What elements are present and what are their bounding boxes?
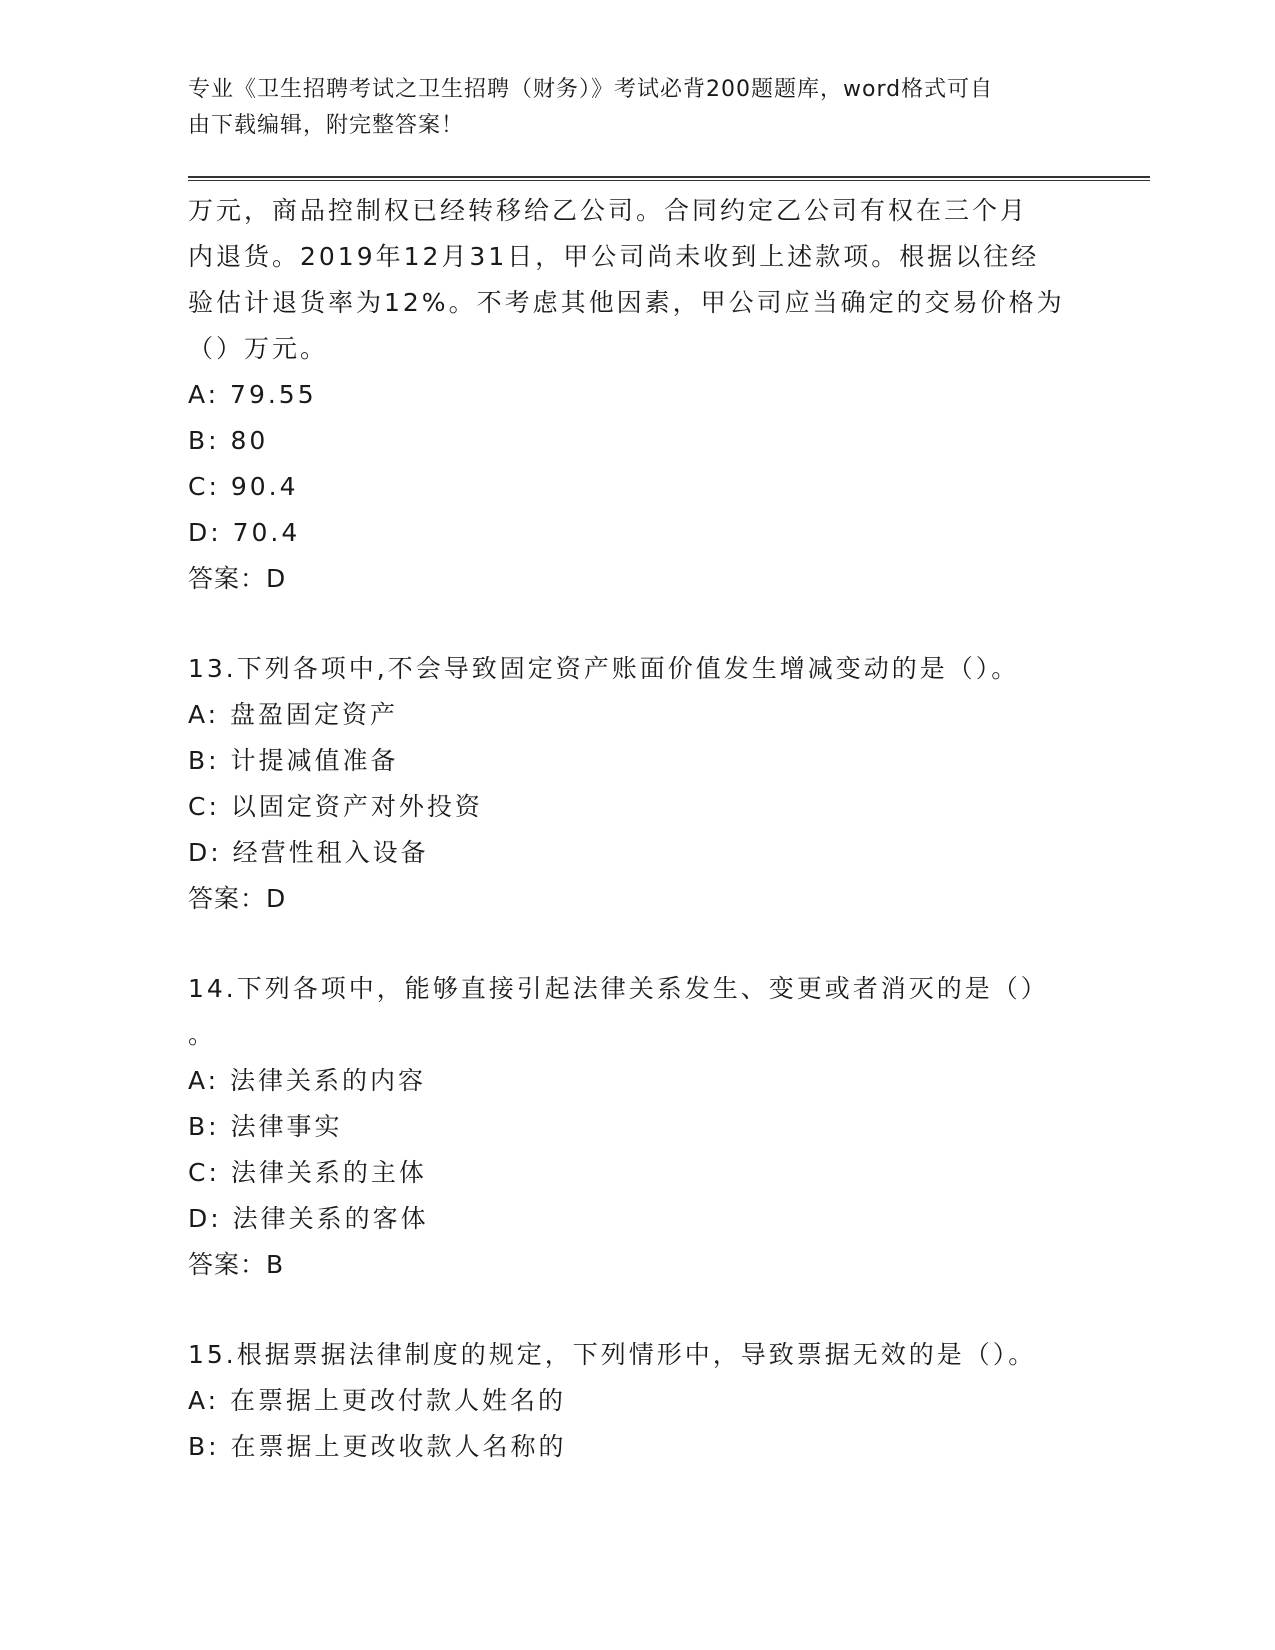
question-stem	[188, 188, 1088, 372]
answer-label: 答案：B	[188, 1250, 285, 1279]
option-c: C: 法律关系的主体	[188, 1158, 427, 1187]
answer-label: 答案：D	[188, 884, 287, 913]
option-a: A: 79.55	[188, 380, 317, 409]
question-14	[188, 966, 1088, 1288]
question-stem: 13.下列各项中,不会导致固定资产账面价值发生增减变动的是（）。	[188, 654, 1020, 683]
option-d: D: 70.4	[188, 518, 301, 547]
option-b: B: 法律事实	[188, 1112, 343, 1141]
question-spacer	[188, 922, 1088, 966]
question-list	[188, 188, 1088, 1470]
question-spacer	[188, 602, 1088, 646]
question-stem-continuation: 。	[188, 1020, 217, 1049]
option-d: D: 法律关系的客体	[188, 1204, 429, 1233]
option-a: A: 在票据上更改付款人姓名的	[188, 1386, 567, 1415]
question-15	[188, 1332, 1088, 1470]
question-spacer	[188, 1288, 1088, 1332]
document-header	[188, 72, 1068, 144]
stem-line: 万元，商品控制权已经转移给乙公司。合同约定乙公司有权在三个月	[188, 196, 1029, 225]
option-c: C: 以固定资产对外投资	[188, 792, 483, 821]
question-stem: 15.根据票据法律制度的规定，下列情形中，导致票据无效的是（）。	[188, 1340, 1037, 1369]
option-b: B: 80	[188, 426, 269, 455]
option-b: B: 在票据上更改收款人名称的	[188, 1432, 567, 1461]
stem-line: 验估计退货率为12%。不考虑其他因素，甲公司应当确定的交易价格为	[188, 288, 1065, 317]
stem-line: 内退货。2019年12月31日，甲公司尚未收到上述款项。根据以往经	[188, 242, 1040, 271]
header-line-1: 专业《卫生招聘考试之卫生招聘（财务）》考试必背200题题库，word格式可自	[188, 77, 994, 102]
option-a: A: 盘盈固定资产	[188, 700, 399, 729]
option-d: D: 经营性租入设备	[188, 838, 429, 867]
answer-label: 答案：D	[188, 564, 287, 593]
question-12	[188, 188, 1088, 602]
option-a: A: 法律关系的内容	[188, 1066, 427, 1095]
question-stem: 14.下列各项中，能够直接引起法律关系发生、变更或者消灭的是（）	[188, 974, 1049, 1003]
option-b: B: 计提减值准备	[188, 746, 399, 775]
question-13	[188, 646, 1088, 922]
stem-line: （）万元。	[188, 334, 329, 363]
option-c: C: 90.4	[188, 472, 299, 501]
header-line-2: 由下载编辑，附完整答案！	[188, 113, 465, 138]
header-divider	[188, 176, 1150, 181]
